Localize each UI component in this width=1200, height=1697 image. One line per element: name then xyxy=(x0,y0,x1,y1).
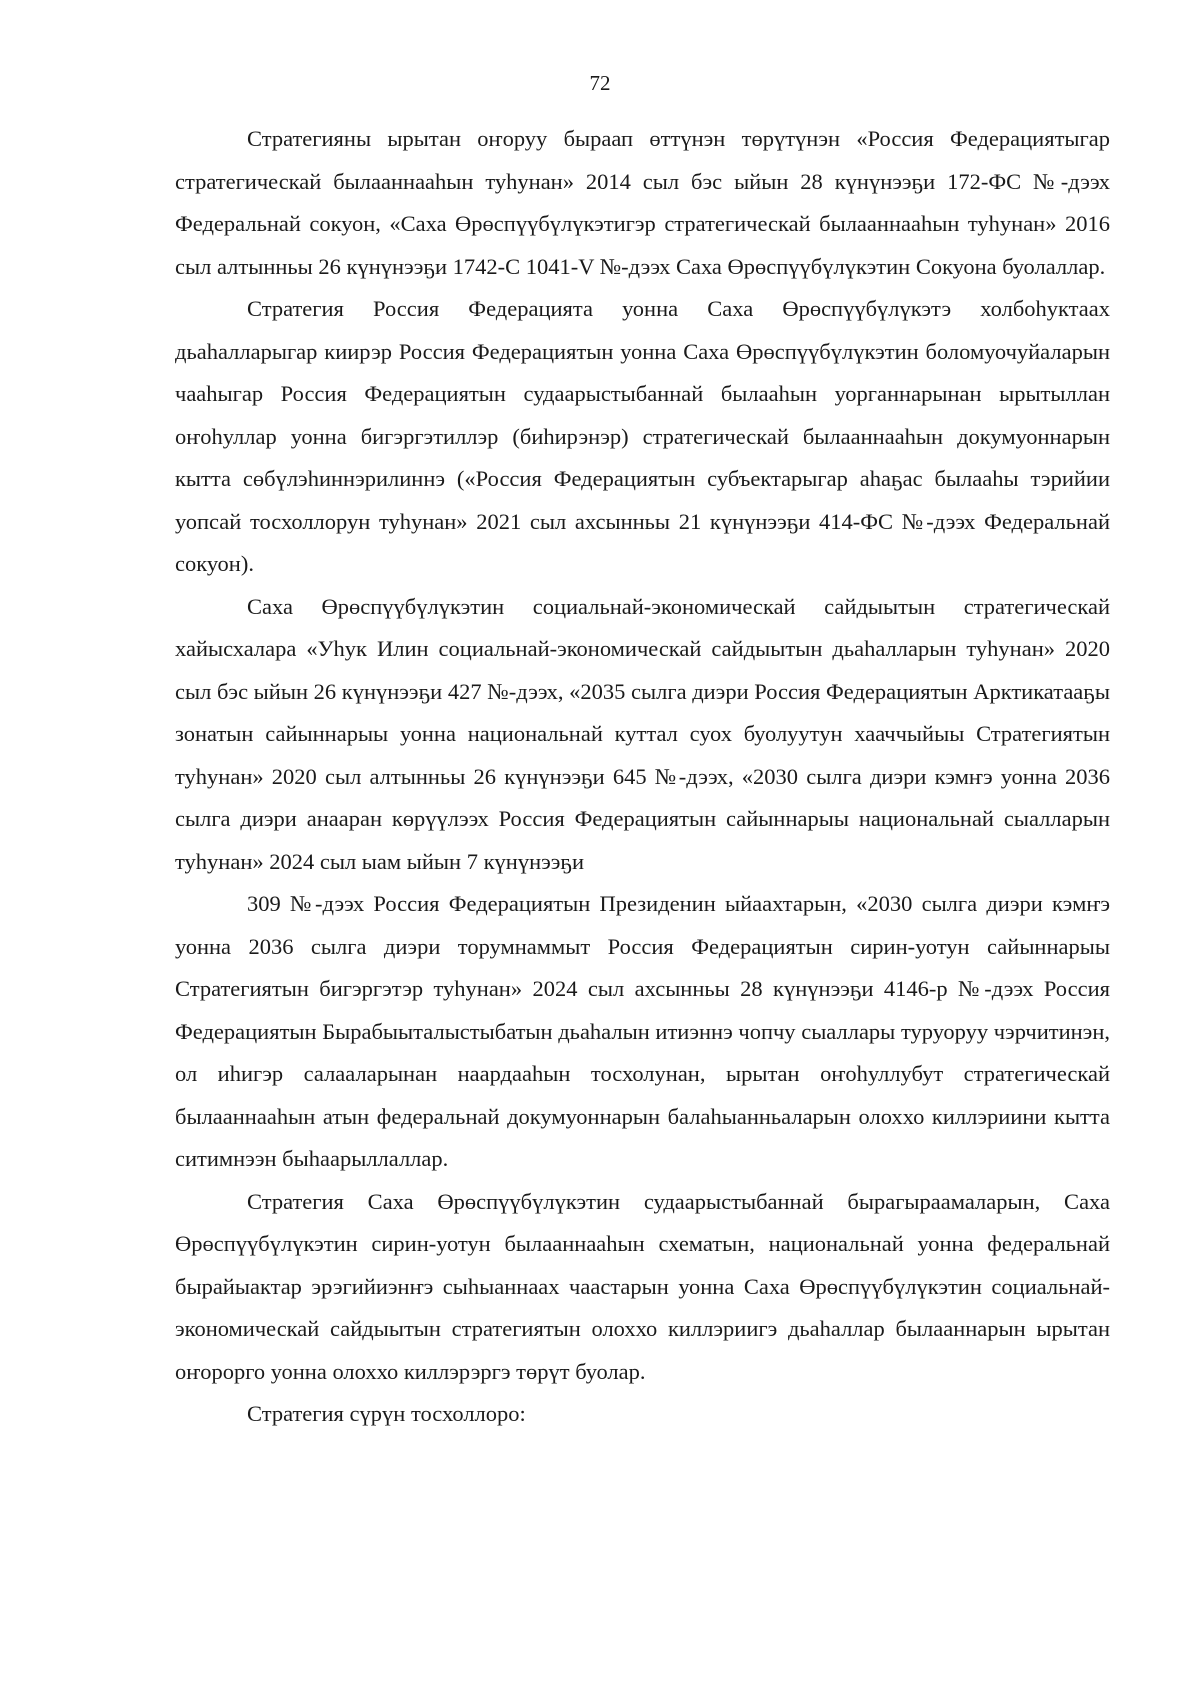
paragraph-legal-basis: Стратегияны ырытан оҥоруу быраап өттүнэн төрүтүнэн «Россия Федерациятыгар стратегическай былааннааһын туһунан» 2014 сыл бэс ыйын 28 күнүнээҕи 172-ФС №-дээх Федеральнай сокуон, «Саха Өрөспүүбүлүкэтигэр стратегическай былааннааһын туһунан» 2016 сыл алтынньы 26 күнүнээҕи 1742-С 1041-V №-дээх Саха Өрөспүүбүлүкэтин Сокуона буолаллар. xyxy=(175,126,1110,279)
paragraph-main-priorities-heading: Стратегия сүрүн тосхоллоро: xyxy=(247,1401,526,1426)
document-body xyxy=(175,118,1110,1436)
page-number: 72 xyxy=(589,71,611,95)
paragraph-presidential-decrees: 309 №-дээх Россия Федерациятын Президенин ыйаахтарын, «2030 сылга диэри кэмҥэ уонна 2036 сылга диэри торумнаммыт Россия Федерациятын сирин-уотун сайыннарыы Стратегиятын бигэргэтэр туһунан» 2024 сыл ахсынньы 28 күнүнээҕи 4146-р №-дээх Россия Федерациятын Бырабыыталыстыбатын дьаһалын итиэннэ чопчу сыаллары туруоруу чэрчитинэн, ол иһигэр салааларынан наардааһын тосхолунан, ырытан оҥоһуллубут стратегическай былааннааһын атын федеральнай докумуоннарын балаһыанньаларын олоххо киллэриини кытта ситимнээн быһаарыллаллар. xyxy=(175,891,1110,1171)
paragraph-coordination: Стратегия Россия Федерацията уонна Саха Өрөспүүбүлүкэтэ холбоһуктаах дьаһалларыгар киирэр Россия Федерациятын уонна Саха Өрөспүүбүлүкэтин боломуочуйаларын чааһыгар Россия Федерациятын судаарыстыбаннай былааһын уорганнарынан ырытыллан оҥоһуллар уонна бигэргэтиллэр (биһирэнэр) стратегическай былааннааһын докумуоннарын кытта сөбүлэһиннэрилиннэ («Россия Федерациятын субъектарыгар аһаҕас былааһы тэрийии уопсай тосхоллорун туһунан» 2021 сыл ахсынньы 21 күнүнээҕи 414-ФС №-дээх Федеральнай сокуон). xyxy=(175,296,1110,576)
paragraph-strategy-foundation: Стратегия Саха Өрөспүүбүлүкэтин судаарыстыбаннай бырагыраамаларын, Саха Өрөспүүбүлүкэтин сирин-уотун былааннааһын схематын, национальнай уонна федеральнай бырайыактар эрэгийиэнҥэ сыһыаннаах чаастарын уонна Саха Өрөспүүбүлүкэтин социальнай-экономическай сайдыытын стратегиятын олоххо киллэриигэ дьаһаллар былааннарын ырытан оҥорорго уонна олоххо киллэрэргэ төрүт буолар. xyxy=(175,1188,1110,1384)
paragraph-strategic-directions: Саха Өрөспүүбүлүкэтин социальнай-экономическай сайдыытын стратегическай хайысхалара «Уһук Илин социальнай-экономическай сайдыытын дьаһалларын туһунан» 2020 сыл бэс ыйын 26 күнүнээҕи 427 №-дээх, «2035 сылга диэри Россия Федерациятын Арктикатааҕы зонатын сайыннарыы уонна национальнай куттал суох буолуутун хааччыйыы Стратегиятын туһунан» 2020 сыл алтынньы 26 күнүнээҕи 645 №-дээх, «2030 сылга диэри кэмҥэ уонна 2036 сылга диэри анааран көрүүлээх Россия Федерациятын сайыннарыы национальнай сыалларын туһунан» 2024 сыл ыам ыйын 7 күнүнээҕи xyxy=(175,593,1110,874)
